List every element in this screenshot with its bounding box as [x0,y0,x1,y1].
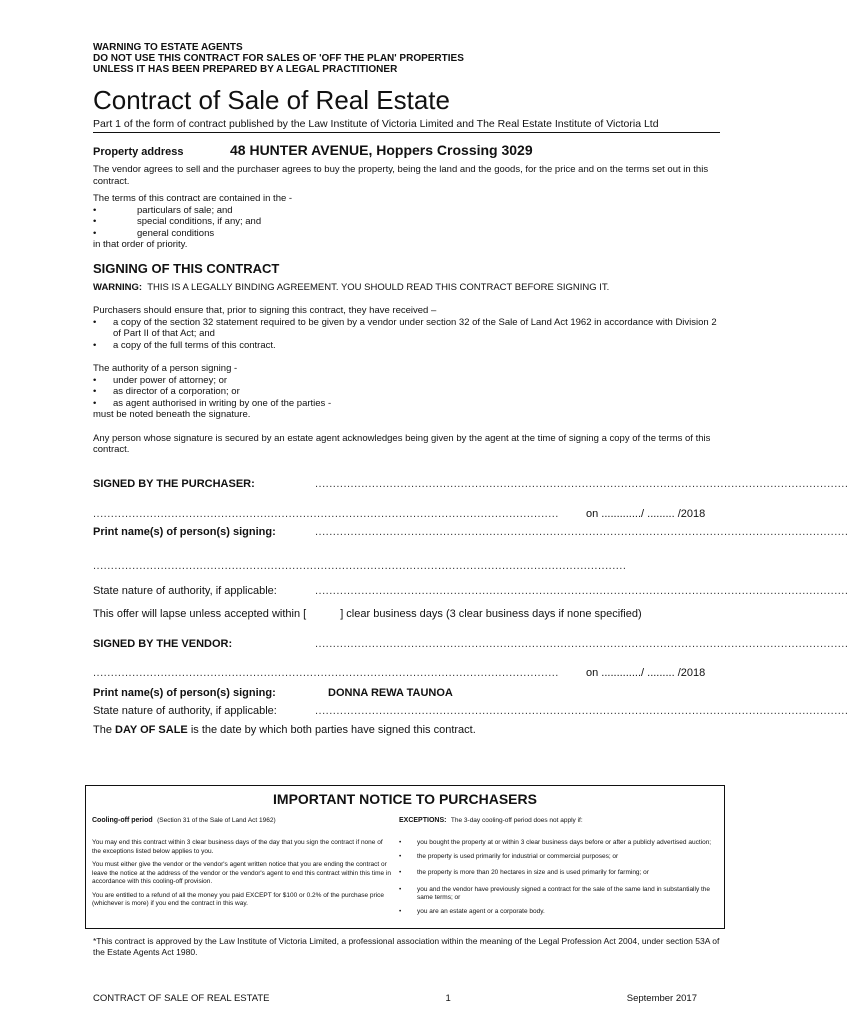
vendor-signature-line[interactable]: ................................................................................................................................... [93,666,559,679]
bullet-icon: • [399,869,402,876]
authority-outro: must be noted beneath the signature. [93,409,251,420]
page-footer [93,993,697,1004]
terms-intro: The terms of this contract are contained in the - [93,193,293,204]
purchaser-print-row [93,525,848,538]
list-item: • the property is more than 20 hectares in size and is used primarily for farming; or [399,869,649,876]
list-item: • the property is used primarily for industrial or commercial purposes; or [399,852,619,860]
signing-heading: SIGNING OF THIS CONTRACT [93,260,280,276]
warning-line: WARNING TO ESTATE AGENTS [93,42,243,53]
purchaser-print-field[interactable]: ...................................................................................................................................................... [315,525,848,538]
purchaser-date-field[interactable]: on ............./ ......... /2018 [586,507,706,520]
bullet-icon: • [93,397,97,409]
cooling-off-paragraph: You must either give the vendor or the vendor's agent written notice that you are ending the contract or leave the notice at the address of the vendor or the vendor's agent to end this contract within this time in accordance with this cooling-off provision. [92,861,391,885]
document-subtitle: Part 1 of the form of contract published by the Law Institute of Victoria Limited and The Real Estate Institute of Victoria Ltd [93,118,720,133]
purchaser-extra-line[interactable]: ...................................................................................................................................................... [93,559,627,572]
vendor-date-row [93,667,721,679]
exceptions-column [391,809,721,916]
cooling-off-paragraph: You are entitled to a refund of all the money you paid EXCEPT for $100 or 0.2% of the purchase price (whichever is more) if you end the contract in this way. [92,891,384,907]
vendor-authority-field[interactable]: ...................................................................................................................................................... [315,704,848,717]
vendor-print-value: DONNA REWA TAUNOA [328,686,453,699]
vendor-signature-row [93,637,848,650]
contract-page [93,42,848,736]
bullet-icon: • [399,839,402,846]
purchaser-signed-label: SIGNED BY THE PURCHASER: [93,477,255,490]
bullet-icon: • [399,852,402,860]
cooling-off-column [86,809,391,916]
bullet-icon: • [399,885,402,893]
lapse-text-end: ] clear business days (3 clear business days if none specified) [340,607,642,620]
list-item: • a copy of the full terms of this contract. [93,339,276,351]
bullet-icon: • [93,374,97,386]
warning-line: DO NOT USE THIS CONTRACT FOR SALES OF 'OFF THE PLAN' PROPERTIES [93,53,464,64]
list-item: • special conditions, if any; and [93,216,262,227]
footer-date: September 2017 [626,993,697,1004]
list-item: • general conditions [93,227,215,239]
purchaser-extra-line-row [93,560,721,572]
cooling-off-heading: Cooling-off period (Section 31 of the Sale of Land Act 1962) [92,817,276,824]
list-item: • you and the vendor have previously signed a contract for the sale of the same land in substantially the same terms; or [399,885,711,901]
purchaser-authority-field[interactable]: ...................................................................................................................................................... [315,584,848,597]
vendor-print-row [93,687,721,699]
agent-note: Any person whose signature is secured by an estate agent acknowledges being given by the agent at the time of signing a copy of the terms of this contract. [93,432,711,455]
vendor-signed-label: SIGNED BY THE VENDOR: [93,637,233,650]
purchaser-notice-box [85,785,725,929]
purchaser-signature-row [93,477,848,490]
document-title: Contract of Sale of Real Estate [93,85,450,115]
bullet-icon: • [93,316,97,328]
purchasers-intro: Purchasers should ensure that, prior to signing this contract, they have received – [93,305,437,316]
warning-line: UNLESS IT HAS BEEN PREPARED BY A LEGAL PRACTITIONER [93,64,398,75]
list-item: • as agent authorised in writing by one of the parties - [93,397,332,409]
vendor-signature-field[interactable]: ...................................................................................................................................................... [315,637,848,650]
list-item: • as director of a corporation; or [93,386,240,397]
purchaser-print-label: Print name(s) of person(s) signing: [93,525,276,538]
purchaser-date-row [93,508,721,520]
list-item: • you are an estate agent or a corporate body. [399,907,545,915]
list-item: • you bought the property at or within 3 clear business days before or after a publicly advertised auction; [399,839,712,846]
purchaser-authority-row [93,584,848,597]
page-number: 1 [445,993,451,1004]
bullet-icon: • [93,227,97,239]
agent-warning [93,42,721,75]
exceptions-heading: EXCEPTIONS: The 3-day cooling-off period does not apply if: [399,817,583,824]
property-address-label: Property address [93,146,184,158]
vendor-date-field[interactable]: on ............./ ......... /2018 [586,666,706,679]
intro-paragraph: The vendor agrees to sell and the purchaser agrees to buy the property, being the land and the goods, for the price and on the terms set out in this contract. [93,164,709,187]
purchaser-signature-line[interactable]: ................................................................................................................................... [93,507,559,520]
bullet-icon: • [399,907,402,915]
day-of-sale: The DAY OF SALE is the date by which both parties have signed this contract. [93,723,476,736]
bullet-icon: • [93,204,97,216]
approval-footnote: *This contract is approved by the Law Institute of Victoria Limited, a professional association within the meaning of the Legal Profession Act 2004, under section 53A of the Estate Agents Act 1980. [93,936,720,957]
authority-intro: The authority of a person signing - [93,363,238,374]
bullet-icon: • [93,339,97,351]
property-address-row [93,142,721,158]
vendor-print-label: Print name(s) of person(s) signing: [93,686,276,699]
bullet-icon: • [93,216,97,227]
purchaser-authority-label: State nature of authority, if applicable: [93,584,277,597]
bullet-icon: • [93,386,97,397]
property-address-value: 48 HUNTER AVENUE, Hoppers Crossing 3029 [230,142,533,158]
vendor-authority-row [93,704,848,717]
terms-outro: in that order of priority. [93,239,188,250]
legal-warning: WARNING: THIS IS A LEGALLY BINDING AGREEMENT. YOU SHOULD READ THIS CONTRACT BEFORE SIGNING IT. [93,281,610,293]
list-item: • particulars of sale; and [93,204,233,216]
lapse-text-start: This offer will lapse unless accepted within [ [93,607,307,620]
notice-columns [86,809,724,916]
lapse-row [93,608,721,620]
purchaser-signature-field[interactable]: ...................................................................................................................................................... [315,477,848,490]
vendor-authority-label: State nature of authority, if applicable: [93,704,277,717]
list-item: • a copy of the section 32 statement required to be given by a vendor under section 32 of the Sale of Land Act 1962 in accordance with Division 2 of Part II of that Act; and [93,316,717,339]
notice-heading: IMPORTANT NOTICE TO PURCHASERS [273,791,537,807]
list-item: • under power of attorney; or [93,374,228,386]
footer-title: CONTRACT OF SALE OF REAL ESTATE [93,993,270,1004]
cooling-off-paragraph: You may end this contract within 3 clear business days of the day that you sign the contract if none of the exceptions listed below applies to you. [92,839,383,855]
